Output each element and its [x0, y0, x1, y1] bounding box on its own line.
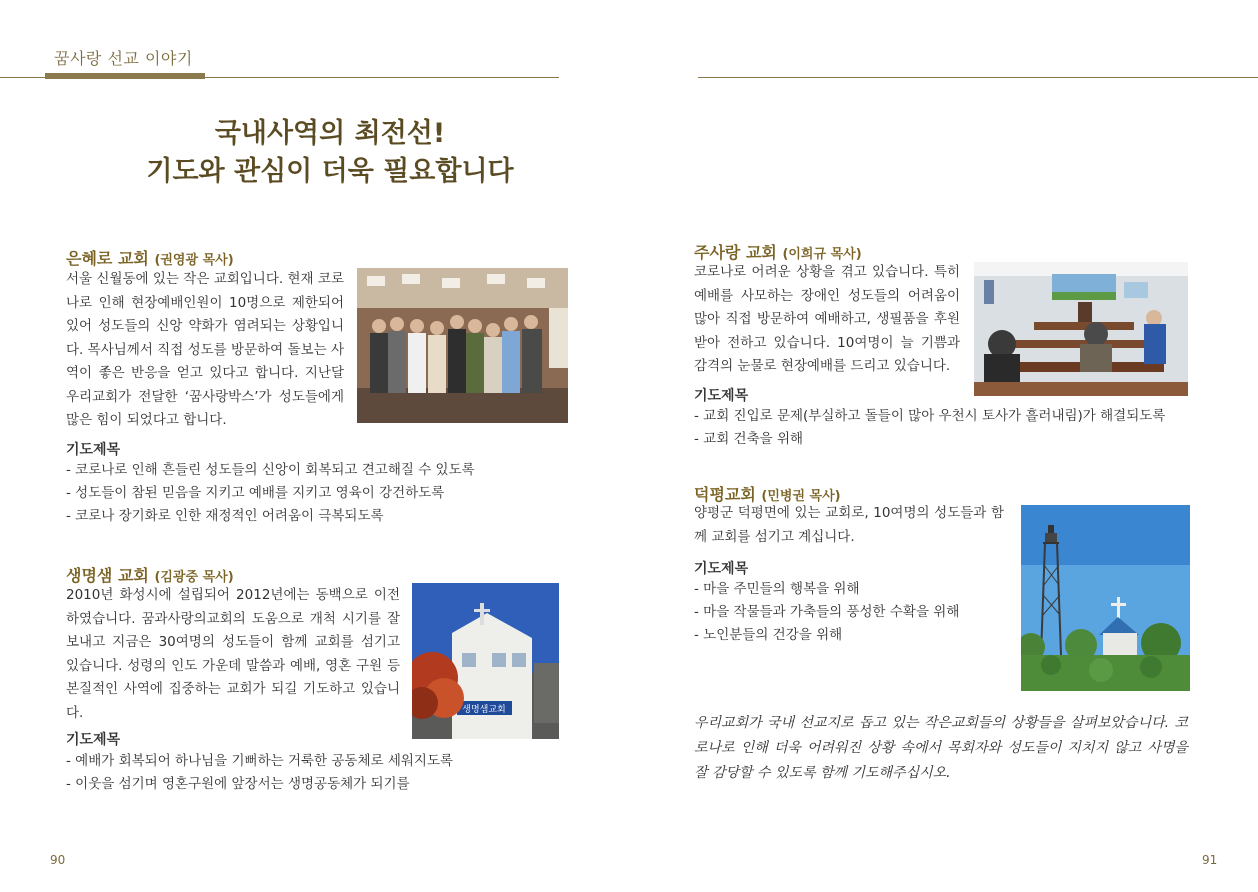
- pastor-name: (김광중 목사): [154, 570, 234, 585]
- page-title-line-1: 국내사역의 최전선!: [214, 118, 446, 149]
- page-title: [100, 115, 560, 191]
- church-name-saengmyeongsaem: [66, 563, 234, 586]
- prayer-item: - 이웃을 섬기며 영혼구원에 앞장서는 생명공동체가 되기를: [66, 773, 566, 796]
- header-accent-bar: [45, 73, 205, 79]
- page-number-left: 90: [50, 853, 66, 867]
- church-name-text: 덕평교회: [694, 485, 756, 504]
- prayer-list-deokpyeong: [694, 578, 1014, 647]
- closing-paragraph: 우리교회가 국내 선교지로 돕고 있는 작은교회들의 상황들을 살펴보았습니다. 코로나로 인해 더욱 어려워진 상황 속에서 목회자와 성도들이 지치지 않고 사명을 잘 감당할 수 있도록 함께 기도해주십시오.: [694, 715, 1188, 781]
- church-description-deokpyeong: 양평군 덕평면에 있는 교회로, 10여명의 성도들과 함께 교회를 섬기고 계십니다.: [694, 505, 1004, 545]
- pastor-name: (민병권 목사): [761, 489, 841, 504]
- prayer-item: - 코로나로 인해 흔들린 성도들의 신앙이 회복되고 견고해질 수 있도록: [66, 459, 566, 482]
- section-label: 꿈사랑 선교 이야기: [54, 49, 193, 68]
- church-building-image: [412, 583, 559, 739]
- prayer-title-jusarang: 기도제목: [694, 388, 749, 404]
- church-description-eunhyero: 서울 신월동에 있는 작은 교회입니다. 현재 코로나로 인해 현장예배인원이 10명으로 제한되어있어 성도들의 신앙 약화가 염려되는 상황입니다. 목사님께서 직접 성도를 방문하여 돌보는 사역이 좋은 반응을 얻고 있다고 합니다. 지난달 우리교회가 전달한 ‘꿈사랑박스’가 성도들에게 많은 힘이 되었다고 합니다.: [66, 271, 344, 428]
- church-name-jusarang: [694, 240, 862, 263]
- prayer-item: - 마을 작물들과 가축들의 풍성한 수확을 위해: [694, 601, 1014, 624]
- group-photo-image: [357, 268, 568, 423]
- prayer-title-saengmyeongsaem: 기도제목: [66, 732, 121, 748]
- page-number-right: 91: [1202, 853, 1218, 867]
- prayer-item: - 코로나 장기화로 인한 재정적인 어려움이 극복되도록: [66, 505, 566, 528]
- prayer-title-eunhyero: 기도제목: [66, 442, 121, 458]
- worship-service-image: [974, 262, 1188, 396]
- prayer-item: - 마을 주민들의 행복을 위해: [694, 578, 1014, 601]
- church-name-text: 생명샘 교회: [66, 566, 149, 585]
- church-tower-image: [1021, 505, 1190, 691]
- prayer-list-eunhyero: [66, 459, 566, 528]
- church-photo-building: [412, 583, 559, 739]
- prayer-item: - 예배가 회복되어 하나님을 기뻐하는 거룩한 공동체로 세워지도록: [66, 750, 566, 773]
- church-name-text: 주사랑 교회: [694, 243, 777, 262]
- prayer-item: - 노인분들의 건강을 위해: [694, 624, 1014, 647]
- prayer-item: - 교회 건축을 위해: [694, 428, 1214, 451]
- church-name-text: 은혜로 교회: [66, 249, 149, 268]
- prayer-list-jusarang: [694, 405, 1214, 451]
- pastor-name: (이희규 목사): [782, 247, 862, 262]
- church-photo-tower: [1021, 505, 1190, 691]
- prayer-item: - 교회 진입로 문제(부실하고 돌들이 많아 우천시 토사가 흘러내림)가 해결되도록: [694, 405, 1214, 428]
- prayer-title-deokpyeong: 기도제목: [694, 561, 749, 577]
- prayer-list-saengmyeongsaem: [66, 750, 566, 796]
- prayer-item: - 성도들이 참된 믿음을 지키고 예배를 지키고 영육이 강건하도록: [66, 482, 566, 505]
- church-photo-worship: [974, 262, 1188, 396]
- pastor-name: (권영광 목사): [154, 253, 234, 268]
- church-description-jusarang: 코로나로 어려운 상황을 겪고 있습니다. 특히 예배를 사모하는 장애인 성도들의 어려움이 많아 직접 방문하여 예배하고, 생필품을 후원받아 전하고 있습니다. 10여명이 늘 기쁨과 감격의 눈물로 현장예배를 드리고 있습니다.: [694, 264, 960, 374]
- church-description-saengmyeongsaem: 2010년 화성시에 설립되어 2012년에는 동백으로 이전하였습니다. 꿈과사랑의교회의 도움으로 개척 시기를 잘 보내고 지금은 30여명의 성도들이 함께 교회를 섬기고 있습니다. 성령의 인도 가운데 말씀과 예배, 영혼 구원 등 본질적인 사역에 집중하는 교회가 되길 기도하고 있습니다.: [66, 587, 400, 721]
- page-title-line-2: 기도와 관심이 더욱 필요합니다: [146, 156, 514, 187]
- church-sign-text: 생명샘교회: [462, 705, 506, 715]
- church-name-eunhyero: [66, 246, 234, 269]
- church-photo-group: [357, 268, 568, 423]
- header-rule-right: [698, 77, 1258, 78]
